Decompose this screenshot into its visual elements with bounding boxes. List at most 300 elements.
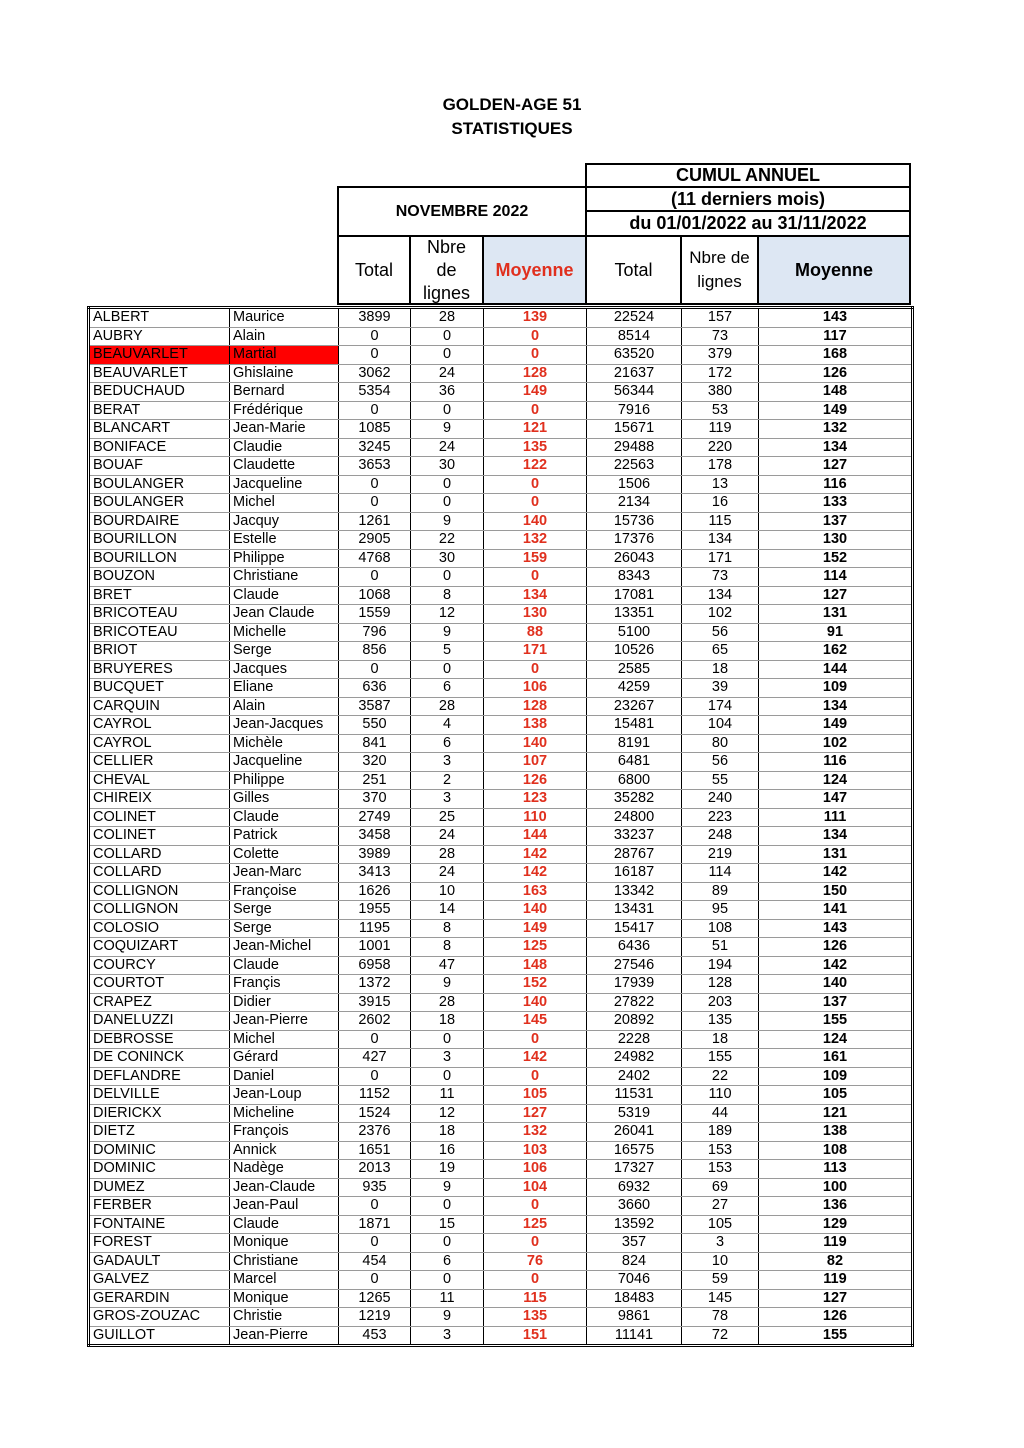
first-name-cell: Estelle xyxy=(230,531,339,550)
cumul-total-cell: 33237 xyxy=(587,827,682,846)
table-row xyxy=(89,308,913,328)
month-average-cell: 107 xyxy=(484,753,587,772)
cumul-average-cell: 124 xyxy=(759,1030,913,1049)
cumul-lines-cell: 135 xyxy=(682,1012,759,1031)
month-average-cell: 135 xyxy=(484,438,587,457)
cumul-total-cell: 17327 xyxy=(587,1160,682,1179)
cumul-average-cell: 127 xyxy=(759,1289,913,1308)
first-name-cell: Ghislaine xyxy=(230,364,339,383)
table-row xyxy=(89,401,913,420)
last-name-cell: COLINET xyxy=(89,827,230,846)
cumul-lines-cell: 69 xyxy=(682,1178,759,1197)
table-row xyxy=(89,420,913,439)
first-name-cell: Jacqueline xyxy=(230,753,339,772)
last-name-cell: BOULANGER xyxy=(89,494,230,513)
table-row xyxy=(89,586,913,605)
first-name-cell: Marcel xyxy=(230,1271,339,1290)
cumul-average-cell: 129 xyxy=(759,1215,913,1234)
table-row xyxy=(89,679,913,698)
cumul-lines-cell: 22 xyxy=(682,1067,759,1086)
cumul-total-cell: 15417 xyxy=(587,919,682,938)
cumul-lines-cell: 73 xyxy=(682,327,759,346)
month-average-cell: 0 xyxy=(484,401,587,420)
cumul-lines-cell: 157 xyxy=(682,308,759,328)
cumul-average-cell: 152 xyxy=(759,549,913,568)
last-name-cell: BOULANGER xyxy=(89,475,230,494)
last-name-cell: CHIREIX xyxy=(89,790,230,809)
first-name-cell: Michel xyxy=(230,494,339,513)
last-name-cell: CRAPEZ xyxy=(89,993,230,1012)
cumul-lines-cell: 194 xyxy=(682,956,759,975)
cumul-average-cell: 150 xyxy=(759,882,913,901)
month-lines-cell: 36 xyxy=(411,383,484,402)
last-name-cell: FOREST xyxy=(89,1234,230,1253)
first-name-cell: Claude xyxy=(230,586,339,605)
cumul-average-cell: 116 xyxy=(759,753,913,772)
col-cumul-lines-label-2: lignes xyxy=(697,272,742,291)
first-name-cell: Alain xyxy=(230,697,339,716)
last-name-cell: FONTAINE xyxy=(89,1215,230,1234)
month-average-cell: 0 xyxy=(484,1271,587,1290)
last-name-cell: FERBER xyxy=(89,1197,230,1216)
month-total-cell: 0 xyxy=(339,568,411,587)
first-name-cell: Michèle xyxy=(230,734,339,753)
cumul-total-cell: 23267 xyxy=(587,697,682,716)
cumul-average-cell: 91 xyxy=(759,623,913,642)
col-average-label: Moyenne xyxy=(495,259,574,280)
month-lines-cell: 3 xyxy=(411,1049,484,1068)
cumul-total-cell: 13431 xyxy=(587,901,682,920)
cumul-total-cell: 5319 xyxy=(587,1104,682,1123)
month-lines-cell: 8 xyxy=(411,586,484,605)
month-lines-cell: 0 xyxy=(411,1030,484,1049)
month-total-cell: 550 xyxy=(339,716,411,735)
first-name-cell: Claude xyxy=(230,956,339,975)
month-average-cell: 0 xyxy=(484,346,587,365)
cumul-total-cell: 2585 xyxy=(587,660,682,679)
month-total-cell: 251 xyxy=(339,771,411,790)
month-total-cell: 2013 xyxy=(339,1160,411,1179)
cumul-total-cell: 20892 xyxy=(587,1012,682,1031)
month-lines-cell: 30 xyxy=(411,457,484,476)
cumul-average-cell: 137 xyxy=(759,993,913,1012)
cumul-header xyxy=(585,163,911,237)
cumul-total-cell: 5100 xyxy=(587,623,682,642)
cumul-average-cell: 155 xyxy=(759,1326,913,1346)
col-lines-label-3: lignes xyxy=(422,282,471,303)
month-average-cell: 144 xyxy=(484,827,587,846)
last-name-cell: DUMEZ xyxy=(89,1178,230,1197)
last-name-cell: COLLIGNON xyxy=(89,882,230,901)
table-row xyxy=(89,457,913,476)
month-total-cell: 2602 xyxy=(339,1012,411,1031)
last-name-cell: COLOSIO xyxy=(89,919,230,938)
month-average-cell: 128 xyxy=(484,364,587,383)
cumul-average-cell: 144 xyxy=(759,660,913,679)
last-name-cell: COLLARD xyxy=(89,845,230,864)
month-average-cell: 106 xyxy=(484,1160,587,1179)
month-average-cell: 0 xyxy=(484,660,587,679)
last-name-cell: BRICOTEAU xyxy=(89,623,230,642)
month-total-cell: 0 xyxy=(339,660,411,679)
month-lines-cell: 5 xyxy=(411,642,484,661)
cumul-total-cell: 17939 xyxy=(587,975,682,994)
cumul-average-cell: 102 xyxy=(759,734,913,753)
cumul-average-cell: 127 xyxy=(759,457,913,476)
cumul-average-cell: 147 xyxy=(759,790,913,809)
first-name-cell: Jean-Marie xyxy=(230,420,339,439)
month-lines-cell: 9 xyxy=(411,1178,484,1197)
first-name-cell: Daniel xyxy=(230,1067,339,1086)
table-row xyxy=(89,956,913,975)
first-name-cell: Jean-Michel xyxy=(230,938,339,957)
cumul-lines-cell: 104 xyxy=(682,716,759,735)
month-total-cell: 796 xyxy=(339,623,411,642)
cumul-lines-cell: 220 xyxy=(682,438,759,457)
month-total-cell: 1559 xyxy=(339,605,411,624)
cumul-average-cell: 130 xyxy=(759,531,913,550)
month-average-cell: 145 xyxy=(484,1012,587,1031)
cumul-average-cell: 161 xyxy=(759,1049,913,1068)
month-average-cell: 134 xyxy=(484,586,587,605)
cumul-average-cell: 111 xyxy=(759,808,913,827)
cumul-average-cell: 142 xyxy=(759,864,913,883)
table-row xyxy=(89,512,913,531)
first-name-cell: Jean Claude xyxy=(230,605,339,624)
last-name-cell: DOMINIC xyxy=(89,1141,230,1160)
col-lines xyxy=(411,237,484,303)
cumul-total-cell: 35282 xyxy=(587,790,682,809)
table-row xyxy=(89,438,913,457)
last-name-cell: BOURDAIRE xyxy=(89,512,230,531)
first-name-cell: Jean-Paul xyxy=(230,1197,339,1216)
first-name-cell: Claudette xyxy=(230,457,339,476)
cumul-lines-cell: 153 xyxy=(682,1141,759,1160)
month-lines-cell: 24 xyxy=(411,864,484,883)
last-name-cell: BUCQUET xyxy=(89,679,230,698)
month-lines-cell: 6 xyxy=(411,734,484,753)
cumul-lines-cell: 134 xyxy=(682,586,759,605)
month-average-cell: 76 xyxy=(484,1252,587,1271)
table-row xyxy=(89,494,913,513)
cumul-lines-cell: 72 xyxy=(682,1326,759,1346)
cumul-total-cell: 18483 xyxy=(587,1289,682,1308)
last-name-cell: COQUIZART xyxy=(89,938,230,957)
month-average-cell: 0 xyxy=(484,1030,587,1049)
first-name-cell: Jean-Jacques xyxy=(230,716,339,735)
cumul-lines-cell: 56 xyxy=(682,623,759,642)
table-row xyxy=(89,716,913,735)
month-average-cell: 127 xyxy=(484,1104,587,1123)
cumul-lines-cell: 53 xyxy=(682,401,759,420)
cumul-average-cell: 100 xyxy=(759,1178,913,1197)
month-total-cell: 3915 xyxy=(339,993,411,1012)
cumul-total-cell: 13592 xyxy=(587,1215,682,1234)
first-name-cell: Claude xyxy=(230,808,339,827)
cumul-lines-cell: 203 xyxy=(682,993,759,1012)
table-row xyxy=(89,475,913,494)
cumul-lines-cell: 102 xyxy=(682,605,759,624)
last-name-cell: GERARDIN xyxy=(89,1289,230,1308)
col-cumul-total-label: Total xyxy=(614,259,653,280)
last-name-cell: DE CONINCK xyxy=(89,1049,230,1068)
month-average-cell: 123 xyxy=(484,790,587,809)
cumul-average-cell: 137 xyxy=(759,512,913,531)
cumul-average-cell: 131 xyxy=(759,845,913,864)
cumul-average-cell: 143 xyxy=(759,308,913,328)
cumul-lines-cell: 145 xyxy=(682,1289,759,1308)
last-name-cell: BONIFACE xyxy=(89,438,230,457)
first-name-cell: Nadège xyxy=(230,1160,339,1179)
cumul-lines-cell: 248 xyxy=(682,827,759,846)
cumul-lines-cell: 65 xyxy=(682,642,759,661)
month-lines-cell: 11 xyxy=(411,1289,484,1308)
month-total-cell: 0 xyxy=(339,1234,411,1253)
cumul-lines-cell: 114 xyxy=(682,864,759,883)
cumul-lines-cell: 108 xyxy=(682,919,759,938)
month-lines-cell: 28 xyxy=(411,697,484,716)
cumul-average-cell: 138 xyxy=(759,1123,913,1142)
cumul-period: (11 derniers mois) xyxy=(587,188,909,212)
month-total-cell: 0 xyxy=(339,1271,411,1290)
last-name-cell: COLLIGNON xyxy=(89,901,230,920)
cumul-lines-cell: 27 xyxy=(682,1197,759,1216)
cumul-total-cell: 6436 xyxy=(587,938,682,957)
cumul-total-cell: 9861 xyxy=(587,1308,682,1327)
last-name-cell: BRIOT xyxy=(89,642,230,661)
month-total-cell: 1068 xyxy=(339,586,411,605)
month-average-cell: 0 xyxy=(484,327,587,346)
month-lines-cell: 0 xyxy=(411,346,484,365)
table-row xyxy=(89,734,913,753)
cumul-total-cell: 26043 xyxy=(587,549,682,568)
table-row xyxy=(89,1141,913,1160)
month-total-cell: 370 xyxy=(339,790,411,809)
cumul-lines-cell: 13 xyxy=(682,475,759,494)
cumul-total-cell: 1506 xyxy=(587,475,682,494)
cumul-lines-cell: 380 xyxy=(682,383,759,402)
month-label: NOVEMBRE 2022 xyxy=(395,202,529,220)
month-average-cell: 132 xyxy=(484,1123,587,1142)
month-average-cell: 88 xyxy=(484,623,587,642)
month-total-cell: 3989 xyxy=(339,845,411,864)
cumul-dates: du 01/01/2022 au 31/11/2022 xyxy=(629,213,867,233)
month-lines-cell: 28 xyxy=(411,845,484,864)
month-total-cell: 454 xyxy=(339,1252,411,1271)
month-total-cell: 1265 xyxy=(339,1289,411,1308)
table-row xyxy=(89,790,913,809)
table-row xyxy=(89,827,913,846)
first-name-cell: Jean-Pierre xyxy=(230,1326,339,1346)
document-subtitle: STATISTIQUES xyxy=(451,119,573,138)
month-average-cell: 0 xyxy=(484,1197,587,1216)
last-name-cell: ALBERT xyxy=(89,308,230,328)
month-total-cell: 320 xyxy=(339,753,411,772)
last-name-cell: BRUYERES xyxy=(89,660,230,679)
month-lines-cell: 6 xyxy=(411,679,484,698)
month-average-cell: 128 xyxy=(484,697,587,716)
cumul-lines-cell: 240 xyxy=(682,790,759,809)
cumul-lines-cell: 18 xyxy=(682,1030,759,1049)
cumul-total-cell: 6481 xyxy=(587,753,682,772)
cumul-lines-cell: 78 xyxy=(682,1308,759,1327)
table-row xyxy=(89,919,913,938)
month-lines-cell: 9 xyxy=(411,512,484,531)
month-average-cell: 130 xyxy=(484,605,587,624)
cumul-lines-cell: 174 xyxy=(682,697,759,716)
month-lines-cell: 25 xyxy=(411,808,484,827)
month-lines-cell: 0 xyxy=(411,1067,484,1086)
month-total-cell: 2749 xyxy=(339,808,411,827)
month-total-cell: 1372 xyxy=(339,975,411,994)
cumul-total-cell: 63520 xyxy=(587,346,682,365)
month-lines-cell: 16 xyxy=(411,1141,484,1160)
table-row xyxy=(89,549,913,568)
last-name-cell: GUILLOT xyxy=(89,1326,230,1346)
month-lines-cell: 11 xyxy=(411,1086,484,1105)
table-row xyxy=(89,1030,913,1049)
table-row xyxy=(89,1160,913,1179)
last-name-cell: CARQUIN xyxy=(89,697,230,716)
cumul-total-cell: 15481 xyxy=(587,716,682,735)
month-lines-cell: 12 xyxy=(411,605,484,624)
month-average-cell: 0 xyxy=(484,1067,587,1086)
month-total-cell: 0 xyxy=(339,401,411,420)
table-row xyxy=(89,1308,913,1327)
month-total-cell: 427 xyxy=(339,1049,411,1068)
month-average-cell: 0 xyxy=(484,568,587,587)
month-lines-cell: 8 xyxy=(411,938,484,957)
month-lines-cell: 28 xyxy=(411,993,484,1012)
month-average-cell: 115 xyxy=(484,1289,587,1308)
month-average-cell: 140 xyxy=(484,734,587,753)
cumul-average-cell: 142 xyxy=(759,956,913,975)
cumul-total-cell: 17081 xyxy=(587,586,682,605)
cumul-lines-cell: 134 xyxy=(682,531,759,550)
month-lines-cell: 24 xyxy=(411,364,484,383)
cumul-total-cell: 2228 xyxy=(587,1030,682,1049)
month-total-cell: 1261 xyxy=(339,512,411,531)
month-average-cell: 104 xyxy=(484,1178,587,1197)
first-name-cell: Didier xyxy=(230,993,339,1012)
month-average-cell: 106 xyxy=(484,679,587,698)
cumul-total-cell: 15736 xyxy=(587,512,682,531)
cumul-average-cell: 162 xyxy=(759,642,913,661)
table-row xyxy=(89,1086,913,1105)
first-name-cell: Serge xyxy=(230,919,339,938)
month-total-cell: 1219 xyxy=(339,1308,411,1327)
month-total-cell: 2905 xyxy=(339,531,411,550)
cumul-average-cell: 119 xyxy=(759,1234,913,1253)
month-total-cell: 3653 xyxy=(339,457,411,476)
month-total-cell: 0 xyxy=(339,475,411,494)
cumul-lines-cell: 115 xyxy=(682,512,759,531)
cumul-title: CUMUL ANNUEL xyxy=(587,165,909,188)
cumul-total-cell: 16187 xyxy=(587,864,682,883)
cumul-average-cell: 149 xyxy=(759,401,913,420)
cumul-total-cell: 24982 xyxy=(587,1049,682,1068)
table-row xyxy=(89,531,913,550)
cumul-average-cell: 105 xyxy=(759,1086,913,1105)
cumul-lines-cell: 178 xyxy=(682,457,759,476)
table-row xyxy=(89,1178,913,1197)
cumul-average-cell: 126 xyxy=(759,1308,913,1327)
cumul-total-cell: 27546 xyxy=(587,956,682,975)
month-total-cell: 1626 xyxy=(339,882,411,901)
statistics-table xyxy=(87,306,914,1347)
cumul-lines-cell: 56 xyxy=(682,753,759,772)
month-average-cell: 142 xyxy=(484,845,587,864)
first-name-cell: Christiane xyxy=(230,1252,339,1271)
cumul-lines-cell: 119 xyxy=(682,420,759,439)
last-name-cell: BRET xyxy=(89,586,230,605)
month-average-cell: 125 xyxy=(484,938,587,957)
month-lines-cell: 4 xyxy=(411,716,484,735)
last-name-cell: BRICOTEAU xyxy=(89,605,230,624)
table-row xyxy=(89,808,913,827)
month-average-cell: 105 xyxy=(484,1086,587,1105)
table-row xyxy=(89,753,913,772)
table-row xyxy=(89,568,913,587)
table-row xyxy=(89,845,913,864)
first-name-cell: Jean-Claude xyxy=(230,1178,339,1197)
cumul-lines-cell: 16 xyxy=(682,494,759,513)
cumul-total-cell: 2402 xyxy=(587,1067,682,1086)
cumul-total-cell: 13342 xyxy=(587,882,682,901)
cumul-lines-cell: 105 xyxy=(682,1215,759,1234)
month-lines-cell: 9 xyxy=(411,420,484,439)
cumul-average-cell: 124 xyxy=(759,771,913,790)
first-name-cell: Claudie xyxy=(230,438,339,457)
table-row xyxy=(89,1326,913,1346)
cumul-total-cell: 17376 xyxy=(587,531,682,550)
month-average-cell: 139 xyxy=(484,308,587,328)
last-name-cell: BEDUCHAUD xyxy=(89,383,230,402)
month-total-cell: 1955 xyxy=(339,901,411,920)
first-name-cell: Philippe xyxy=(230,771,339,790)
cumul-average-cell: 117 xyxy=(759,327,913,346)
month-header xyxy=(337,186,587,237)
first-name-cell: François xyxy=(230,1123,339,1142)
first-name-cell: Jacqueline xyxy=(230,475,339,494)
column-header-row xyxy=(337,235,911,305)
last-name-cell: BEAUVARLET xyxy=(89,346,230,365)
cumul-lines-cell: 39 xyxy=(682,679,759,698)
last-name-cell: CAYROL xyxy=(89,734,230,753)
cumul-average-cell: 155 xyxy=(759,1012,913,1031)
last-name-cell: CHEVAL xyxy=(89,771,230,790)
month-lines-cell: 9 xyxy=(411,975,484,994)
first-name-cell: Monique xyxy=(230,1289,339,1308)
month-total-cell: 856 xyxy=(339,642,411,661)
table-row xyxy=(89,1252,913,1271)
cumul-total-cell: 3660 xyxy=(587,1197,682,1216)
table-row xyxy=(89,1012,913,1031)
month-lines-cell: 0 xyxy=(411,401,484,420)
first-name-cell: Micheline xyxy=(230,1104,339,1123)
month-average-cell: 149 xyxy=(484,383,587,402)
cumul-average-cell: 116 xyxy=(759,475,913,494)
first-name-cell: Christie xyxy=(230,1308,339,1327)
cumul-total-cell: 24800 xyxy=(587,808,682,827)
first-name-cell: Claude xyxy=(230,1215,339,1234)
month-total-cell: 0 xyxy=(339,1197,411,1216)
month-total-cell: 1195 xyxy=(339,919,411,938)
table-row xyxy=(89,605,913,624)
last-name-cell: COURTOT xyxy=(89,975,230,994)
month-lines-cell: 47 xyxy=(411,956,484,975)
month-lines-cell: 3 xyxy=(411,790,484,809)
